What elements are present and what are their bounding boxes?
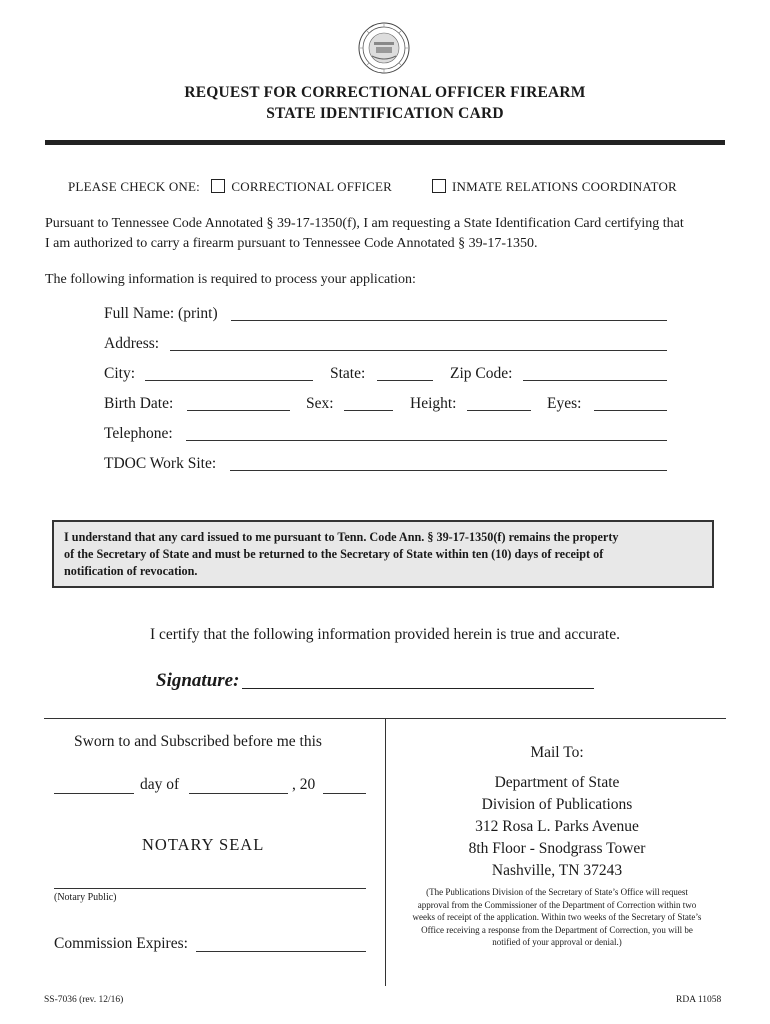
tdoc-work-site-label: TDOC Work Site: (104, 455, 217, 472)
processing-disclaimer (396, 886, 718, 949)
city-field[interactable] (145, 380, 313, 381)
notary-day-field[interactable] (54, 793, 134, 794)
eyes-field[interactable] (594, 410, 667, 411)
commission-expires-label: Commission Expires: (54, 935, 188, 952)
state-label: State: (330, 365, 366, 382)
sex-field[interactable] (344, 410, 393, 411)
notary-year-field[interactable] (323, 793, 366, 794)
check-one-row-2 (424, 179, 677, 195)
rda-number: RDA 11058 (676, 995, 722, 1005)
commission-expires-field[interactable] (196, 951, 366, 952)
notice-line1: I understand that any card issued to me pursuant to Tenn. Code Ann. § 39-17-1350(f) remains the property (64, 530, 619, 544)
disclaimer-line4: Office receiving a response from the Department of Correction, you will be (421, 924, 693, 935)
notary-seal-label: NOTARY SEAL (142, 835, 265, 854)
intro-line2: I am authorized to carry a firearm pursuant to Tennessee Code Annotated § 39-17-1350. (45, 236, 538, 251)
certification-statement: I certify that the following information provided herein is true and accurate. (150, 626, 620, 643)
tennessee-state-seal-icon (358, 22, 410, 74)
disclaimer-line3: weeks of receipt of the application. Within two weeks of the Secretary of State’s (412, 912, 702, 922)
day-of-label: day of (140, 776, 180, 793)
full-name-label: Full Name: (print) (104, 305, 218, 322)
address-label: Address: (104, 335, 160, 352)
disclaimer-line1: (The Publications Division of the Secretary of State’s Office will request (426, 887, 688, 897)
sex-label: Sex: (306, 395, 334, 412)
zip-code-label: Zip Code: (450, 365, 513, 382)
notice-line3: notification of revocation. (64, 564, 198, 578)
intro-paragraph (45, 214, 735, 254)
mail-line2: Division of Publications (481, 796, 633, 813)
sworn-statement: Sworn to and Subscribed before me this (74, 733, 322, 750)
inmate-relations-coordinator-label: INMATE RELATIONS COORDINATOR (452, 179, 677, 194)
disclaimer-line2: approval from the Commissioner of the Department of Correction within two (417, 899, 697, 910)
year-prefix-label: , 20 (292, 776, 316, 793)
mailing-address (392, 772, 722, 882)
signature-label: Signature: (156, 670, 240, 691)
correctional-officer-checkbox[interactable] (211, 179, 225, 193)
birth-date-label: Birth Date: (104, 395, 174, 412)
notice-line2: of the Secretary of State and must be returned to the Secretary of State within ten (10) days of receipt of (64, 547, 604, 561)
notary-month-field[interactable] (189, 793, 288, 794)
form-title-line2: STATE IDENTIFICATION CARD (266, 105, 504, 122)
check-one-prompt: PLEASE CHECK ONE: (68, 179, 200, 194)
form-number: SS-7036 (rev. 12/16) (44, 995, 124, 1005)
telephone-field[interactable] (186, 440, 667, 441)
check-one-row (68, 179, 392, 195)
full-name-field[interactable] (231, 320, 667, 321)
mail-line3: 312 Rosa L. Parks Avenue (475, 818, 639, 835)
height-label: Height: (410, 395, 457, 412)
eyes-label: Eyes: (547, 395, 582, 412)
form-title-line1: REQUEST FOR CORRECTIONAL OFFICER FIREARM (184, 84, 586, 101)
inmate-relations-coordinator-checkbox[interactable] (432, 179, 446, 193)
height-field[interactable] (467, 410, 531, 411)
state-field[interactable] (377, 380, 433, 381)
intro-line1: Pursuant to Tennessee Code Annotated § 39-17-1350(f), I am requesting a State Identification Card certifying that (45, 216, 684, 231)
mail-line1: Department of State (494, 774, 620, 791)
city-label: City: (104, 365, 136, 382)
notary-public-label: (Notary Public) (54, 892, 117, 903)
address-field[interactable] (170, 350, 667, 351)
mail-line4: 8th Floor - Snodgrass Tower (468, 840, 646, 857)
mail-line5: Nashville, TN 37243 (491, 862, 623, 879)
tdoc-work-site-field[interactable] (230, 470, 667, 471)
signature-field[interactable] (242, 688, 594, 689)
telephone-label: Telephone: (104, 425, 173, 442)
required-info-text: The following information is required to process your application: (45, 272, 416, 287)
correctional-officer-label: CORRECTIONAL OFFICER (231, 179, 393, 194)
notary-public-signature-field[interactable] (54, 888, 366, 889)
mail-to-heading: Mail To: (530, 744, 584, 761)
column-divider (385, 718, 386, 986)
zip-code-field[interactable] (523, 380, 667, 381)
property-notice-box (52, 520, 714, 588)
header-divider (45, 140, 725, 145)
disclaimer-line5: notified of your approval or denial.) (492, 937, 622, 947)
birth-date-field[interactable] (187, 410, 290, 411)
